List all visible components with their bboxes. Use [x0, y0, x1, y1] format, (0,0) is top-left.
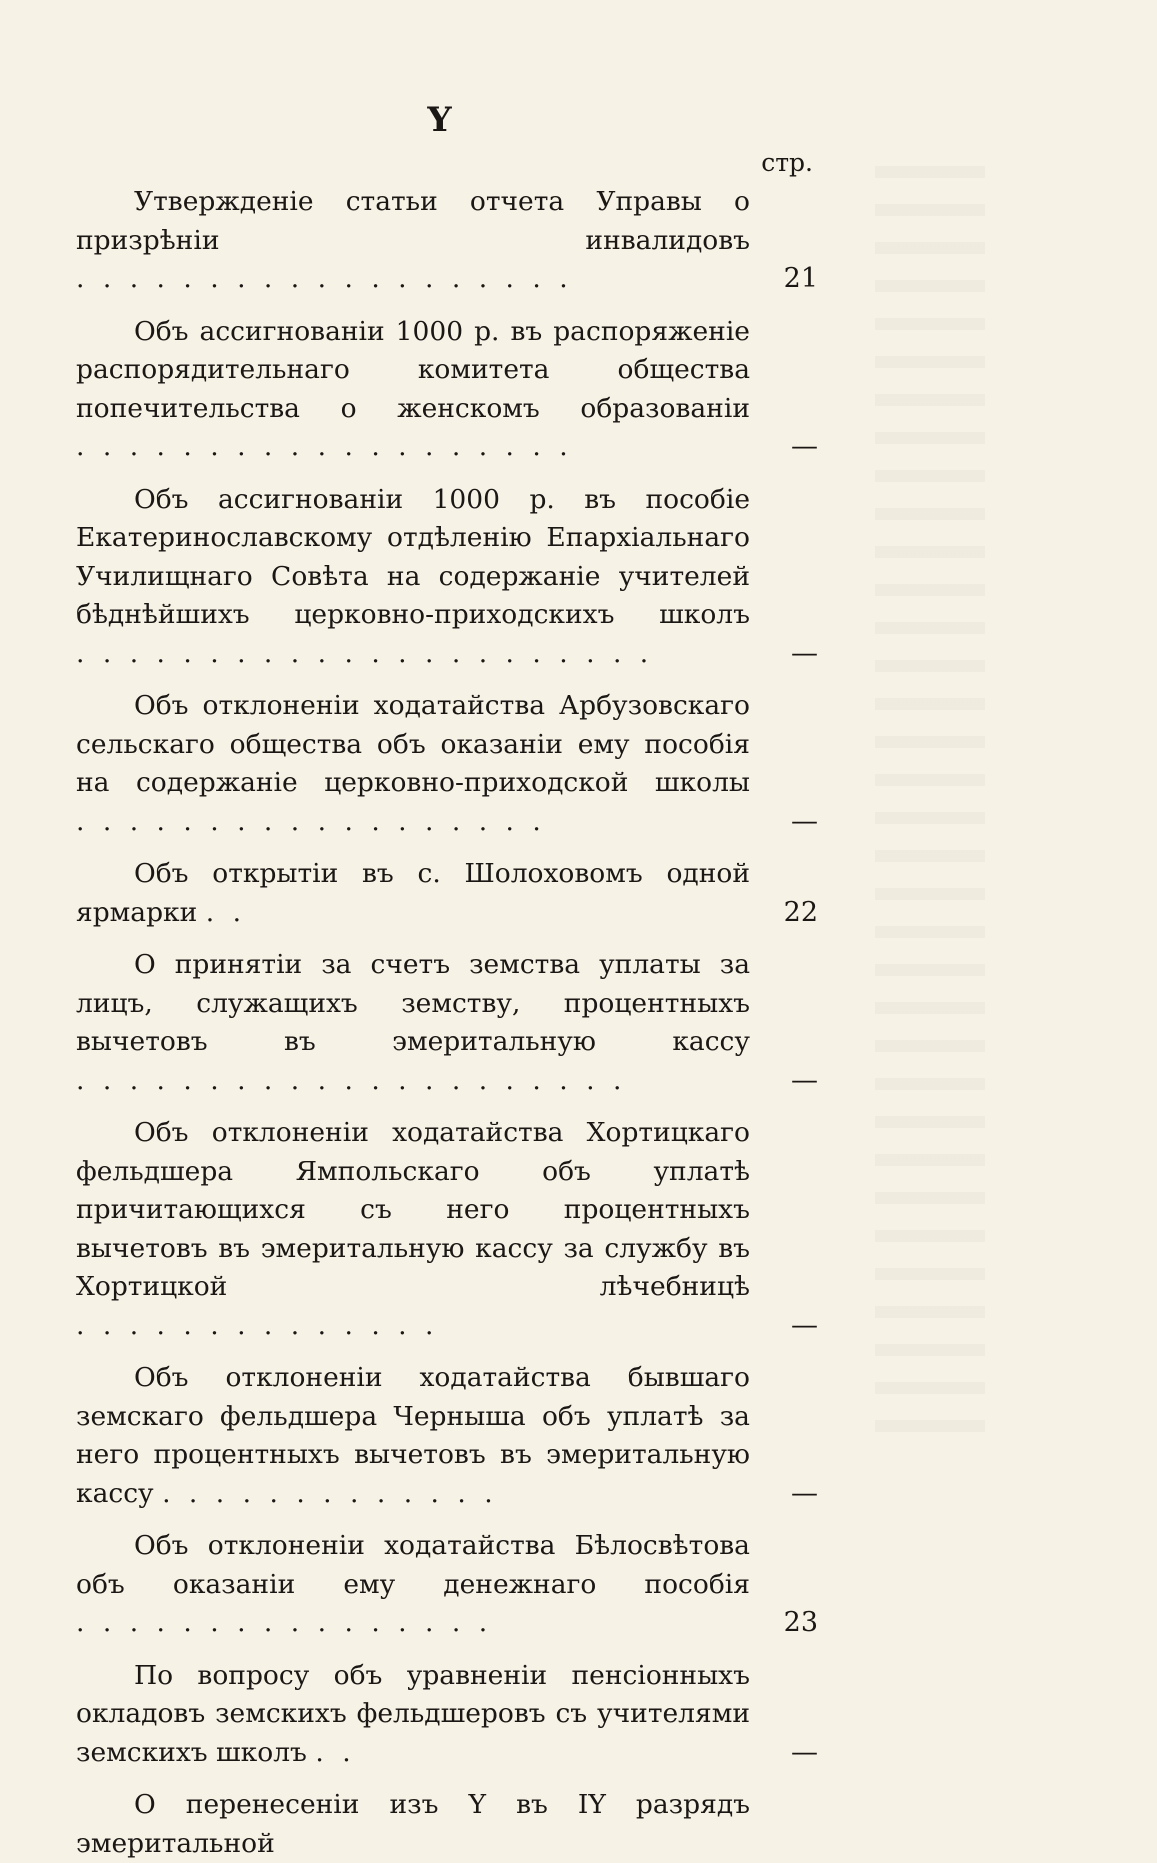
dot-leader: . . . . . . . . . . . . . . . . . . . . . . [76, 637, 654, 669]
toc-entry [76, 1786, 750, 1863]
dot-leader: . . . . . . . . . . . . . . . . . . . [76, 431, 573, 462]
toc-entry-text: О принятіи за счетъ земства уплаты за лицъ, служащихъ земству, процентныхъ вычетовъ въ эмеритальную кассу [76, 949, 750, 1057]
toc-entry [76, 1657, 818, 1773]
toc-page-ref: — [791, 1477, 818, 1509]
dot-leader: . . . . . . . . . . . . . . . . . . [76, 805, 546, 837]
dot-leader: . . . . . . . . . . . . . . . . [76, 1607, 493, 1638]
dot-leader: . . . . . . . . . . . . . . . . . . . . . [76, 1064, 627, 1096]
toc-page-ref: 22 [783, 896, 818, 928]
toc-entry-text: Объ открытіи въ с. Шолоховомъ одной ярмарки [76, 858, 750, 928]
toc-entry [76, 1114, 818, 1345]
toc-page-ref: 21 [783, 263, 818, 294]
toc-page-ref: — [791, 637, 818, 669]
toc-page-ref: — [791, 1064, 818, 1096]
toc-entry [76, 687, 818, 841]
toc-entry-text: Объ ассигнованіи 1000 р. въ распоряженіе распорядительнаго комитета общества попечительства о женскомъ образованіи [76, 315, 750, 424]
toc-entry [76, 1359, 818, 1513]
toc-entry-text: По вопросу объ уравненіи пенсіонныхъ окладовъ земскихъ фельдшеровъ съ учителями земскихъ школъ [76, 1659, 750, 1768]
table-of-contents [76, 183, 818, 1863]
dot-leader: . . . . . . . . . . . . . [162, 1477, 498, 1509]
toc-entry-text: Объ отклоненіи ходатайства Арбузовскаго сельскаго общества объ оказаніи ему пособія на содержаніе церковно-приходской школы [76, 690, 750, 798]
toc-page-ref: — [791, 431, 818, 462]
toc-entry [76, 946, 818, 1100]
toc-entry-text: Объ отклоненіи ходатайства Хортицкаго фельдшера Ямпольскаго объ уплатѣ причитающихся съ него процентныхъ вычетовъ въ эмеритальную кассу за службу въ Хортицкой лѣчебницѣ [76, 1117, 750, 1302]
toc-entry [76, 313, 818, 467]
toc-page-ref: — [791, 1736, 818, 1768]
toc-entry-text: Объ отклоненіи ходатайства Бѣлосвѣтова объ оказаніи ему денежнаго пособія [76, 1530, 750, 1600]
toc-entry [76, 183, 818, 299]
toc-page-ref: — [791, 1309, 818, 1341]
toc-entry-text: Утвержденіе статьи отчета Управы о призрѣніи инвалидовъ [76, 186, 750, 256]
page-column-header: стр. [761, 148, 813, 177]
toc-entry [76, 481, 818, 674]
toc-entry [76, 1527, 818, 1643]
toc-entry-text: О перенесеніи изъ Y въ IY разрядъ эмеритальной [76, 1789, 750, 1859]
dot-leader: . . . . . . . . . . . . . . [76, 1309, 439, 1341]
show-through-texture [875, 140, 985, 1440]
dot-leader: . . [205, 896, 247, 928]
page-number: Y [427, 100, 453, 140]
toc-page-ref: 23 [783, 1607, 818, 1638]
toc-entry [76, 855, 818, 932]
toc-entry-text: Объ отклоненіи ходатайства бывшаго земскаго фельдшера Черныша объ уплатѣ за него процентныхъ вычетовъ въ эмеритальную кассу [76, 1362, 750, 1509]
toc-page-ref: — [791, 805, 818, 837]
dot-leader: . . . . . . . . . . . . . . . . . . . [76, 263, 573, 294]
toc-entry-text: Объ ассигнованіи 1000 р. въ пособіе Екатеринославскому отдѣленію Епархіальнаго Училищнаго Совѣта на содержаніе учителей бѣднѣйшихъ церковно-приходскихъ школъ [76, 483, 750, 630]
dot-leader: . . [315, 1736, 356, 1768]
